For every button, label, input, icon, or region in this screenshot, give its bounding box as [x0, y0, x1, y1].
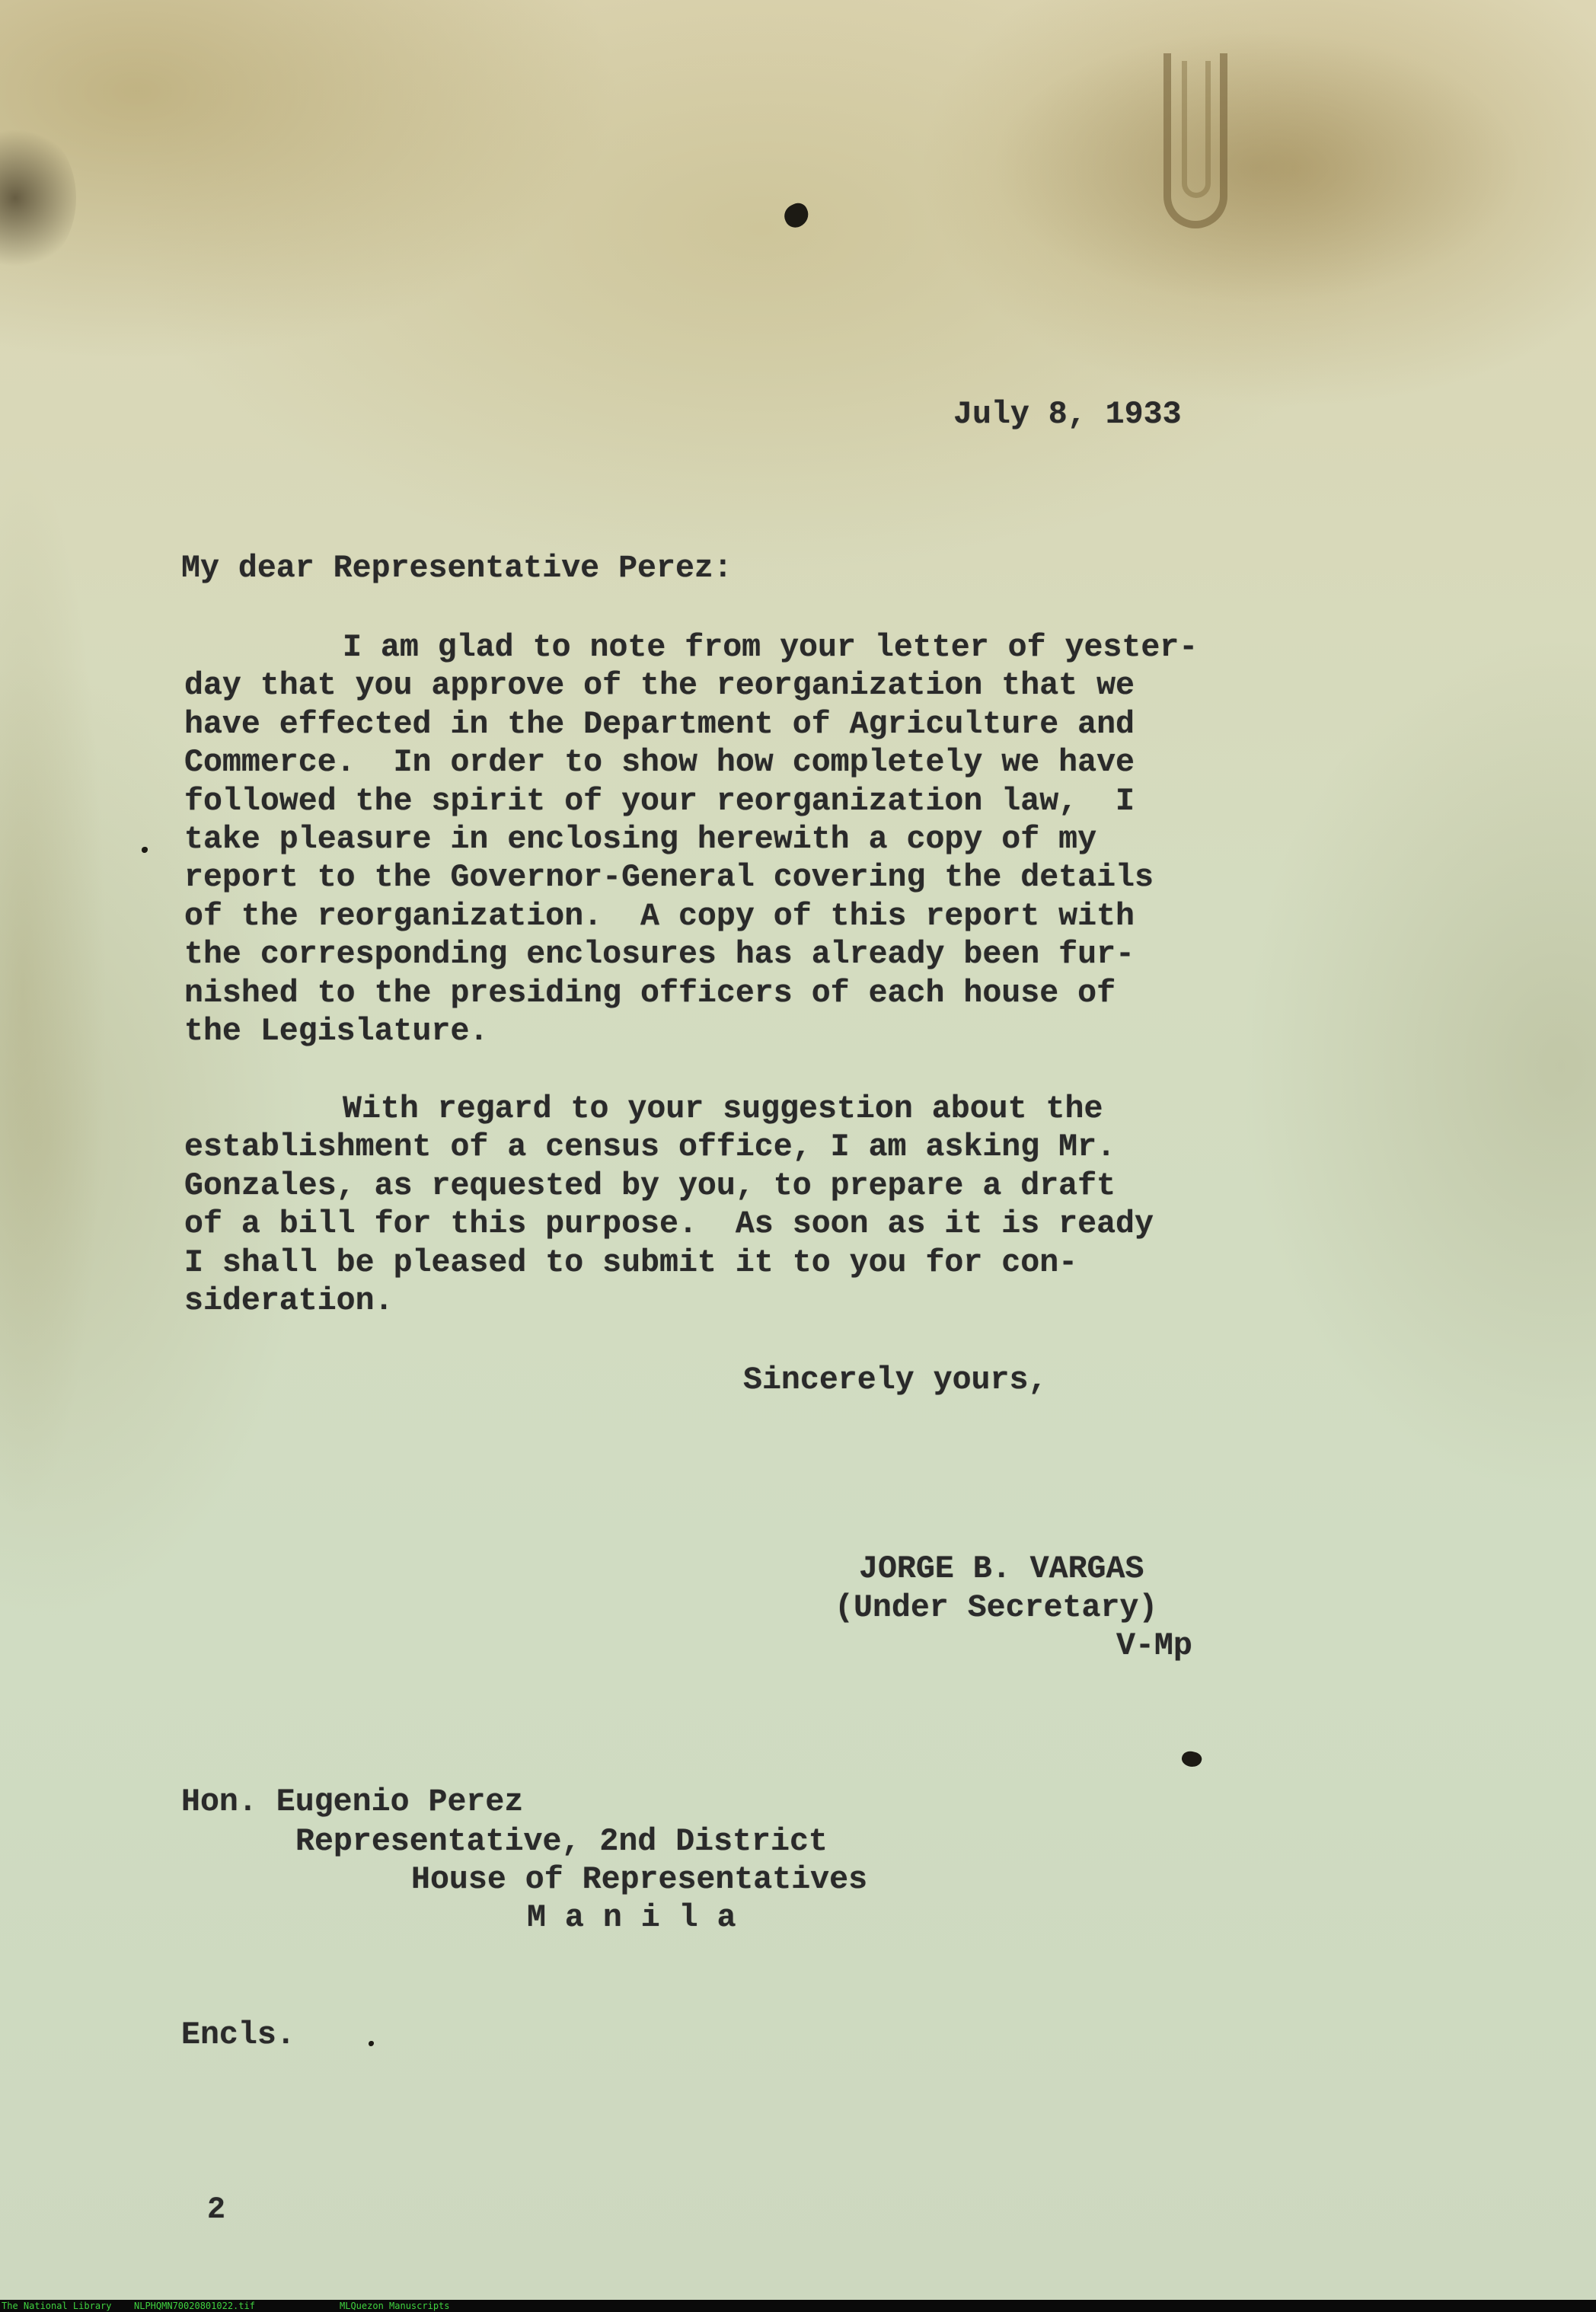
paragraph-2-line: of a bill for this purpose. As soon as it is ready [184, 1206, 1154, 1243]
paragraph-1 [184, 629, 1198, 1051]
stain-left-edge [0, 457, 107, 1523]
page-number: 2 [207, 2193, 226, 2227]
paragraph-2 [184, 1091, 1154, 1320]
footer-collection: MLQuezon Manuscripts [340, 2301, 450, 2311]
paragraph-1-line: of the reorganization. A copy of this report with [184, 898, 1135, 934]
paragraph-1-line: Commerce. In order to show how completely we have [184, 745, 1135, 781]
ink-blot-lower [1180, 1749, 1203, 1769]
letter-date: July 8, 1933 [953, 397, 1182, 433]
footer-institution: The National Library [2, 2301, 112, 2311]
addressee-name: Hon. Eugenio Perez [181, 1784, 524, 1820]
signature-title: (Under Secretary) [835, 1590, 1158, 1626]
paragraph-2-line: I shall be pleased to submit it to you for con- [184, 1244, 1078, 1281]
stain-top-right [990, 30, 1523, 305]
scan-footer-bar [0, 2300, 1596, 2312]
paragraph-2-line: With regard to your suggestion about the [343, 1091, 1103, 1127]
signature-name: JORGE B. VARGAS [859, 1551, 1144, 1587]
footer-filename: NLPHQMN70020801022.tif [134, 2301, 255, 2311]
addressee-city: M a n i l a [527, 1900, 736, 1936]
ink-blot-top [780, 200, 812, 232]
closing: Sincerely yours, [743, 1362, 1048, 1398]
paragraph-1-line: have effected in the Department of Agriculture and [184, 706, 1135, 742]
addressee-position: Representative, 2nd District [295, 1824, 828, 1860]
paragraph-1-line: take pleasure in enclosing herewith a copy of my [184, 822, 1097, 858]
paragraph-2-line: establishment of a census office, I am asking Mr. [184, 1129, 1116, 1166]
stain-top-left [0, 122, 76, 274]
paragraph-1-line: the Legislature. [184, 1014, 489, 1050]
typist-initials: V-Mp [1116, 1628, 1192, 1664]
ink-dot-encls [369, 2041, 374, 2046]
ink-dot-left [142, 847, 148, 853]
paragraph-1-line: the corresponding enclosures has already been fur- [184, 937, 1135, 973]
paragraph-2-line: sideration. [184, 1283, 394, 1320]
paragraph-1-line: nished to the presiding officers of each house of [184, 975, 1116, 1011]
salutation: My dear Representative Perez: [181, 551, 733, 586]
paragraph-1-line: I am glad to note from your letter of yester- [343, 630, 1199, 666]
paragraph-2-line: Gonzales, as requested by you, to prepare a draft [184, 1167, 1116, 1204]
paragraph-1-line: report to the Governor-General covering the details [184, 860, 1154, 896]
paragraph-1-line: day that you approve of the reorganization that we [184, 668, 1135, 704]
paperclip-mark-inner [1182, 61, 1211, 198]
addressee-institution: House of Representatives [411, 1862, 868, 1898]
enclosures-note: Encls. [181, 2017, 295, 2053]
paragraph-1-line: followed the spirit of your reorganization law, I [184, 783, 1135, 819]
